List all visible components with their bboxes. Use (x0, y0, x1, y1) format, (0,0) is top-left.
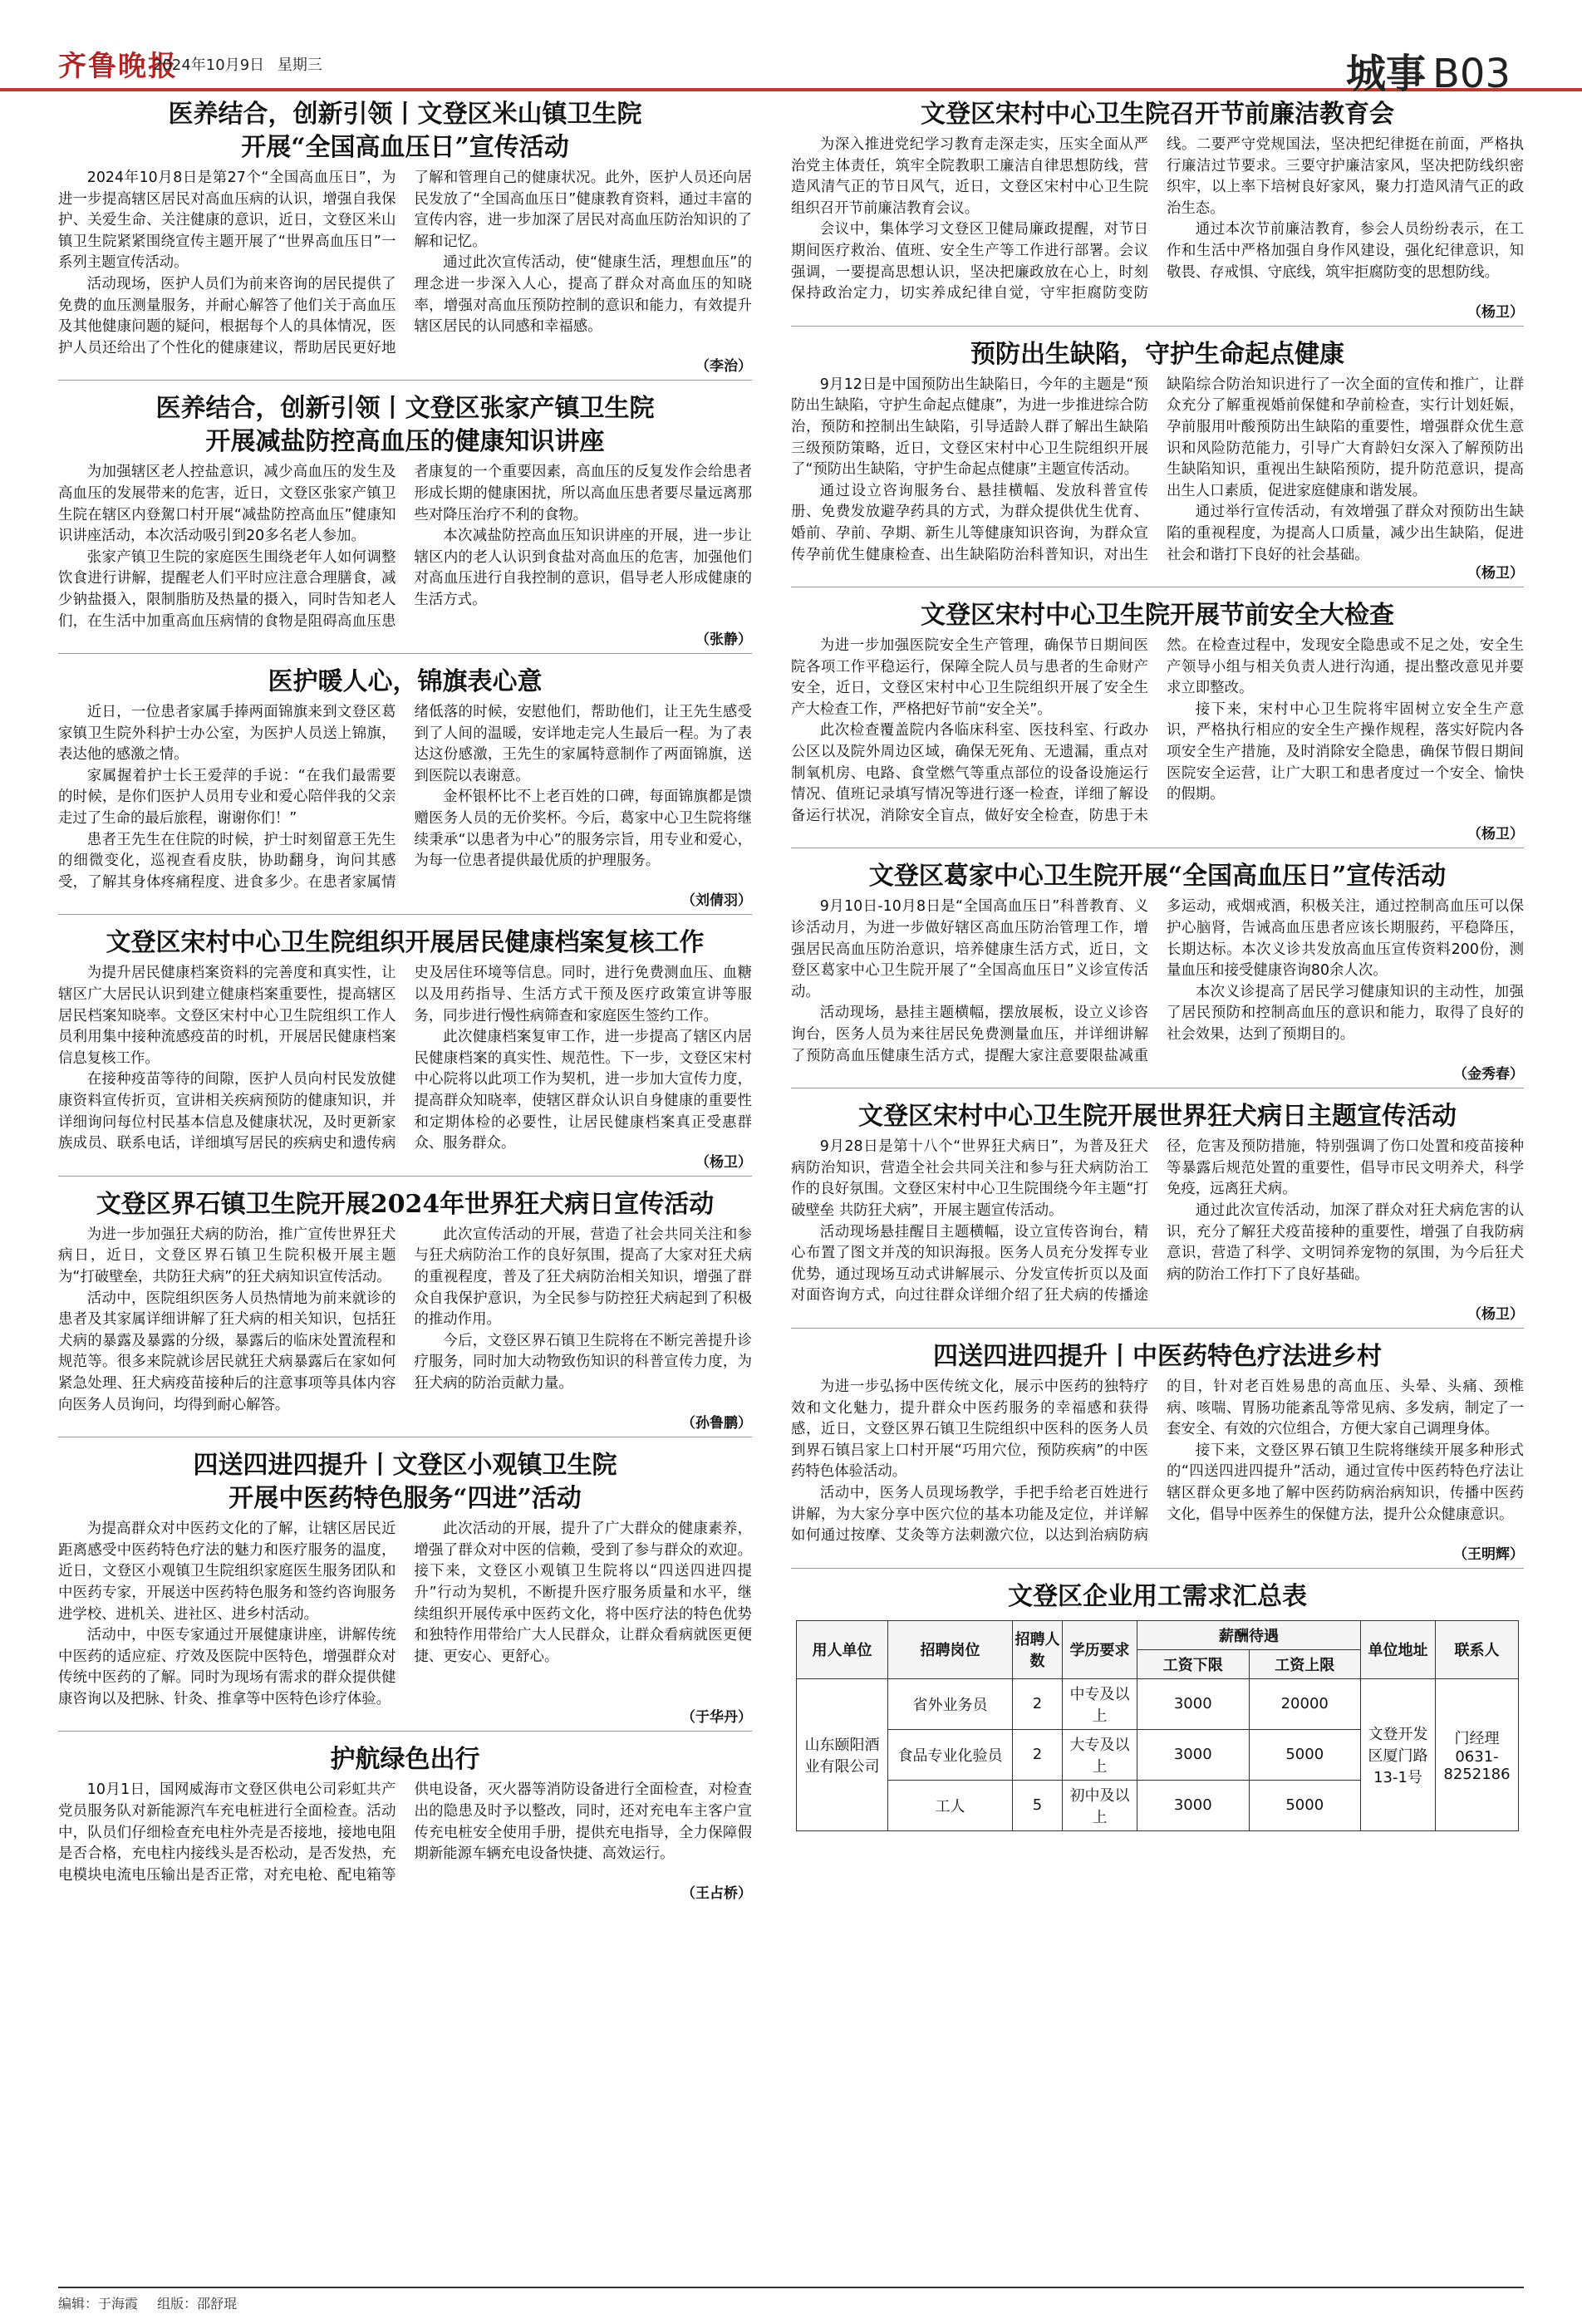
weekday-text: 星期三 (277, 57, 322, 74)
table-header-row (797, 1620, 1519, 1649)
paragraph: 活动现场，悬挂主题横幅，摆放展板，设立义诊咨询台，医务人员为来往居民免费测量血压，并详细讲解了预防高血压健康生活方式，提醒大家注意要限盐减重多运动，戒烟戒酒，积极关注，通过控制高血压可以保护心脑肾，告诫高血压患者应该长期服药，平稳降压，长期达标。本次义诊共发放高血压宣传资料200份，测量血压和接受健康咨询80余人次。 (791, 898, 1524, 1064)
paragraph: 活动现场悬挂醒目主题横幅，设立宣传咨询台，精心布置了图文并茂的知识海报。医务人员充分发挥专业优势，通过现场互动式讲解展示、分发宣传折页以及面对面咨询方式，向过往群众详细介绍了狂犬病的传播途径，危害及预防措施，特别强调了伤口处置和疫苗接种等暴露后规范处置的重要性，倡导市民文明养犬，科学免疫，远离狂犬病。 (791, 1138, 1524, 1304)
paragraph: 9月10日-10月8日是“全国高血压日”科普教育、义诊活动月，为进一步做好辖区高血压防治管理工作，增强居民高血压防治意识，培养健康生活方式，近日，文登区葛家中心卫生院开展了“全国高血压日”义诊宣传活动。 (791, 898, 1148, 1000)
paragraph: 为进一步加强狂犬病的防治，推广宣传世界狂犬病日，近日，文登区界石镇卫生院积极开展主题为“打破壁垒，共防狂犬病”的狂犬病知识宣传活动。 (58, 1226, 396, 1285)
table-cell: 工人 (888, 1780, 1013, 1830)
article-body (58, 168, 752, 359)
table-cell: 文登开发区厦门路13-1号 (1361, 1678, 1436, 1830)
article (58, 926, 752, 1176)
author-byline: （杨卫） (1467, 1305, 1524, 1323)
paragraph: 10月1日，国网威海市文登区供电公司彩虹共产党员服务队对新能源汽车充电桩进行全面检查。活动中，队员们仔细检查充电柱外壳是否接地，接地电阻是否合格，充电柱内接线头是否松动，是否发热，充电模块电流电压输出是否正常，对充电枪、配电箱等供电设备，灭火器等消防设备进行全面检查，对检查出的隐患及时予以整改，同时，还对充电车主客户宣传充电桩安全使用手册，提供充电指导，全力保障假期新能源车辆充电设备快捷、高效运行。 (58, 1781, 752, 1884)
table-cell: 3000 (1137, 1780, 1250, 1830)
paragraph: 近日，一位患者家属手捧两面锦旗来到文登区葛家镇卫生院外科护士办公室，为医护人员送上锦旗，表达他的感激之情。 (58, 704, 396, 764)
author-byline: （金秀春） (1453, 1066, 1524, 1083)
table-cell: 20000 (1249, 1678, 1361, 1729)
table-cell: 初中及以上 (1063, 1780, 1137, 1830)
table-cell: 3000 (1137, 1678, 1250, 1729)
paragraph: 为进一步弘扬中医传统文化，展示中医药的独特疗效和文化魅力，提升群众中医药服务的幸福感和获得感，近日，文登区界石镇卫生院组织中医科的医务人员到界石镇吕家上口村开展“巧用穴位，预防疾病”的中医药特色体验活动。 (791, 1378, 1148, 1481)
article-body (58, 702, 752, 893)
article-body (58, 462, 752, 632)
right-column (791, 98, 1524, 1831)
paragraph: 本次义诊提高了居民学习健康知识的主动性，加强了居民预防和控制高血压的意识和能力，取得了良好的社会效果，达到了预期目的。 (1167, 983, 1524, 1043)
table-cell: 5000 (1249, 1729, 1361, 1780)
article (791, 1340, 1524, 1569)
paragraph: 活动现场，医护人员们为前来咨询的居民提供了免费的血压测量服务，并耐心解答了他们关于高血压及其他健康问题的疑问，根据每个人的具体情况，医护人员还给出了个性化的健康建议，帮助居民更好地了解和管理自己的健康状况。此外，医护人员还向居民发放了“全国高血压日”健康教育资料，通过丰富的宣传内容，进一步加深了居民对高血压防治知识的了解和记忆。 (58, 170, 752, 356)
paragraph: 金杯银杯比不上老百姓的口碑，每面锦旗都是馈赠医务人员的无价奖杯。今后，葛家中心卫生院将继续秉承“以患者为中心”的服务宗旨，用专业和爱心，为每一位患者提供最优质的护理服务。 (414, 789, 752, 870)
paragraph: 为提高群众对中医药文化的了解，让辖区居民近距离感受中医药特色疗法的魅力和医疗服务的温度，近日，文登区小观镇卫生院组织家庭医生服务团队和中医药专家，开展送中医药特色服务和签约咨询服务进学校、进机关、进社区、进乡村活动。 (58, 1521, 396, 1623)
author-byline: （孙鲁鹏） (681, 1415, 752, 1432)
article-title: 四送四进四提升丨中医药特色疗法进乡村 (933, 1341, 1382, 1371)
table-cell: 山东颐阳酒业有限公司 (797, 1678, 888, 1830)
paragraph: 为提升居民健康档案资料的完善度和真实性，让辖区广大居民认识到建立健康档案重要性，提高辖区居民档案知晓率。文登区宋村中心卫生院组织工作人员利用集中接种流感疫苗的时机，开展居民健康档案信息复核工作。 (58, 965, 396, 1067)
paragraph: 本次减盐防控高血压知识讲座的开展，进一步让辖区内的老人认识到食盐对高血压的危害，加强他们对高血压进行自我控制的意识，倡导老人形成健康的生活方式。 (414, 528, 752, 608)
author-byline: （王占桥） (681, 1885, 752, 1903)
author-byline: （张静） (695, 631, 752, 649)
table-cell: 工资上限 (1249, 1649, 1361, 1678)
author-byline: （李治） (695, 358, 752, 376)
table-cell: 2 (1013, 1678, 1063, 1729)
paragraph: 活动中，中医专家通过开展健康讲座，讲解传统中医药的适应症、疗效及医院中医特色，增强群众对传统中医药的了解。同时为现场有需求的群众提供健康咨询以及把脉、针灸、推拿等中医特色诊疗体验。 (58, 1627, 396, 1707)
table-cell: 5000 (1249, 1780, 1361, 1830)
article (58, 1449, 752, 1732)
article-title: 文登区葛家中心卫生院开展“全国高血压日”宣传活动 (868, 862, 1447, 892)
paragraph: 此次活动的开展，提升了广大群众的健康素养，增强了群众对中医的信赖，受到了参与群众的欢迎。接下来，文登区小观镇卫生院将以“四送四进四提升”行动为契机，不断提升医疗服务质量和水平，继续组织开展传承中医药文化，将中医疗法的特色优势和独特作用带给广大人民群众，让群众看病就医更便捷、更安心、更舒心。 (414, 1521, 752, 1665)
footer (58, 2293, 252, 2312)
table-cell: 省外业务员 (888, 1678, 1013, 1729)
article-body (58, 1780, 752, 1886)
paragraph: 今后，文登区界石镇卫生院将在不断完善提升诊疗服务，同时加大动物致伤知识的科普宣传力度，为狂犬病的防治贡献力量。 (414, 1332, 752, 1392)
paragraph: 9月12日是中国预防出生缺陷日，今年的主题是“预防出生缺陷，守护生命起点健康”，为进一步推进综合防治，预防和控制出生缺陷，引导适龄人群了解出生缺陷三级预防策略，近日，文登区宋村中心卫生院组织开展了“预防出生缺陷，守护生命起点健康”主题宣传活动。 (791, 376, 1148, 479)
article-title: 医养结合，创新引领丨文登区张家产镇卫生院 (155, 394, 655, 424)
footer-rule (58, 2287, 1524, 2288)
paragraph: 此次健康档案复审工作，进一步提高了辖区内居民健康档案的真实性、规范性。下一步，文登区宋村中心院将以此项工作为契机，进一步加大宣传力度，提高群众知晓率，使辖区群众认识自身健康的重要性和定期体检的必要性，让居民健康档案真正受惠群众、服务群众。 (414, 1029, 752, 1152)
table-cell: 招聘岗位 (888, 1620, 1013, 1678)
article-title: 预防出生缺陷，守护生命起点健康 (970, 339, 1344, 369)
article-body (791, 1377, 1524, 1547)
table-cell: 薪酬待遇 (1137, 1620, 1361, 1649)
author-byline: （杨卫） (695, 1153, 752, 1171)
article (58, 666, 752, 915)
article-title: 开展减盐防控高血压的健康知识讲座 (205, 427, 605, 457)
paragraph: 张家产镇卫生院的家庭医生围绕老年人如何调整饮食进行讲解，提醒老人们平时应注意合理膳食，减少钠盐摄入，限制脂肪及热量的摄入，同时告知老人们，在生活中加重高血压病情的食物是阻碍高血压患者康复的一个重要因素，高血压的反复发作会给患者形成长期的健康困扰，所以高血压患者要尽量远离那些对降压治疗不利的食物。 (58, 464, 752, 630)
table-cell: 3000 (1137, 1729, 1250, 1780)
article-body (791, 1137, 1524, 1307)
table-cell: 用人单位 (797, 1620, 888, 1678)
article-body (791, 897, 1524, 1067)
date-text: 2024年10月9日 (153, 57, 265, 74)
article-title: 护航绿色出行 (330, 1745, 480, 1775)
paragraph: 通过举行宣传活动，有效增强了群众对预防出生缺陷的重视程度，为提高人口质量，减少出生缺陷，促进社会和谐打下良好的社会基础。 (1167, 504, 1524, 563)
article (58, 1743, 752, 1907)
left-column (58, 98, 752, 1919)
issue-date (153, 53, 322, 75)
section-name: 城事 (1345, 51, 1426, 97)
table-cell: 中专及以上 (1063, 1678, 1137, 1729)
newspaper-logo: 齐鲁晚报 (58, 50, 178, 83)
paragraph: 9月28日是第十八个“世界狂犬病日”，为普及狂犬病防治知识，营造全社会共同关注和参与狂犬病防治工作的良好氛围。文登区宋村中心卫生院围绕今年主题“打破壁垒 共防狂犬病”，开展主题宣传活动。 (791, 1138, 1148, 1219)
table-cell: 联系人 (1436, 1620, 1519, 1678)
paragraph: 为深入推进党纪学习教育走深走实，压实全面从严治党主体责任，筑牢全院教职工廉洁自律思想防线，营造风清气正的节日风气，近日，文登区宋村中心卫生院组织召开节前廉洁教育会议。 (791, 136, 1148, 217)
table-cell: 大专及以上 (1063, 1729, 1137, 1780)
article-title: 医护暖人心，锦旗表心意 (268, 667, 543, 697)
table-cell: 招聘人数 (1013, 1620, 1063, 1678)
article-body (791, 375, 1524, 566)
masthead (0, 0, 1582, 97)
article-title: 文登区宋村中心卫生院召开节前廉洁教育会 (921, 100, 1394, 129)
author-byline: （杨卫） (1467, 826, 1524, 843)
layout-credit: 组版：邵舒琨 (157, 2296, 238, 2312)
paragraph: 此次宣传活动的开展，营造了社会共同关注和参与狂犬病防治工作的良好氛围，提高了大家对狂犬病的重视程度，普及了狂犬病防治相关知识，增强了群众自我保护意识，为全民参与防控狂犬病起到了积极的推动作用。 (414, 1226, 752, 1329)
article-title: 开展“全国高血压日”宣传活动 (241, 133, 569, 162)
paragraph: 活动中，医务人员现场教学，手把手给老百姓进行讲解，为大家分享中医穴位的基本功能及定位，并详解如何通过按摩、艾灸等方法刺激穴位，以达到治病防病的目，针对老百姓易患的高血压、头晕、头痛、颈椎病、咳喘、胃肠功能紊乱等常见病、多发病，制定了一套安全、有效的穴位组合，方便大家自己调理身体。 (791, 1378, 1524, 1545)
job-table-section (791, 1580, 1524, 1831)
paragraph: 为加强辖区老人控盐意识，减少高血压的发生及高血压的发展带来的危害，近日，文登区张家产镇卫生院在辖区内登駕口村开展“减盐防控高血压”健康知识讲座活动，本次活动吸引到20多名老人参加。 (58, 464, 396, 545)
table-cell: 门经理0631-8252186 (1436, 1678, 1519, 1830)
article (58, 1188, 752, 1437)
article (791, 860, 1524, 1088)
article-title: 四送四进四提升丨文登区小观镇卫生院 (193, 1451, 617, 1481)
article-title: 医养结合，创新引领丨文登区米山镇卫生院 (168, 100, 642, 129)
article (791, 599, 1524, 848)
paragraph: 在接种疫苗等待的间隙，医护人员向村民发放健康资料宣传折页，宣讲相关疾病预防的健康知识，并详细询问每位村民基本信息及健康状况，及时更新家族成员、联系电话，详细填写居民的疾病史和遗传病史及居住环境等信息。同时，进行免费测血压、血糖以及用药指导、生活方式干预及医疗政策宣讲等服务，同步进行慢性病筛查和家庭医生签约工作。 (58, 965, 752, 1152)
table-cell: 学历要求 (1063, 1620, 1137, 1678)
paragraph: 通过此次宣传活动，使“健康生活，理想血压”的理念进一步深入人心，提高了群众对高血压的知晓率，增强对高血压预防控制的意识和能力，有效提升辖区居民的认同感和幸福感。 (414, 254, 752, 336)
table-cell: 食品专业化验员 (888, 1729, 1013, 1780)
paragraph: 为进一步加强医院安全生产管理，确保节日期间医院各项工作平稳运行，保障全院人员与患者的生命财产安全，近日，文登区宋村中心卫生院组织开展了安全生产大检查工作，严格把好节前“安全关”。 (791, 637, 1148, 718)
article (791, 1100, 1524, 1329)
paragraph: 接下来，文登区界石镇卫生院将继续开展多种形式的“四送四进四提升”活动，通过宣传中医药特色疗法让辖区群众更多地了解中医药防病治病知识，传播中医药文化，倡导中医养生的保健方法，提升公众健康意识。 (1167, 1442, 1524, 1523)
paragraph: 此次检查覆盖院内各临床科室、医技科室、行政办公区以及院外周边区域，确保无死角、无遗漏，重点对制氧机房、电路、食堂燃气等重点部位的设备设施运行情况、值班记录填写情况等进行逐一检查，详细了解设备运行状况，消除安全盲点，做好安全检查，防患于未然。在检查过程中，发现安全隐患或不足之处，安全生产领导小组与相关负责人进行沟通，提出整改意见并要求立即整改。 (791, 637, 1524, 824)
article (58, 392, 752, 654)
paragraph: 通过本次节前廉洁教育，参会人员纷纷表示，在工作和生活中严格加强自身作风建设，强化纪律意识，知敬畏、存戒惧、守底线，筑牢拒腐防变的思想防线。 (1167, 221, 1524, 281)
section-label (1346, 42, 1511, 99)
table-cell: 5 (1013, 1780, 1063, 1830)
job-table (796, 1620, 1519, 1831)
paragraph: 会议中，集体学习文登区卫健局廉政提醒，对节日期间医疗救治、值班、安全生产等工作进行部署。会议强调，一要提高思想认识，坚决把廉政放在心上，时刻保持政治定力，切实养成纪律自觉，守牢拒腐防变防线。二要严守党规国法，坚决把纪律挺在前面，严格执行廉洁过节要求。三要守护廉洁家风，坚决把防线织密织牢，以上率下培树良好家风，聚力打造风清气正的政治生态。 (791, 136, 1524, 302)
article-body (791, 636, 1524, 827)
article-title: 文登区宋村中心卫生院开展节前安全大检查 (921, 601, 1394, 631)
paragraph: 家属握着护士长王爱萍的手说：“在我们最需要的时候，是你们医护人员用专业和爱心陪伴我的父亲走过了生命的最后旅程，谢谢你们！” (58, 767, 396, 828)
editor-credit: 编辑：于海霞 (58, 2296, 139, 2312)
page-number: B03 (1432, 51, 1511, 97)
article (791, 98, 1524, 327)
article-title: 文登区界石镇卫生院开展2024年世界狂犬病日宣传活动 (96, 1189, 715, 1219)
paragraph: 活动中，医院组织医务人员热情地为前来就诊的患者及其家属详细讲解了狂犬病的相关知识，包括狂犬病的暴露及暴露的分级，暴露后的临床处置流程和规范等。很多来院就诊居民就狂犬病暴露后在家如何紧急处理、狂犬病疫苗接种后的注意事项等具体内容向医务人员询问，均得到耐心解答。 (58, 1290, 396, 1413)
paragraph: 患者王先生在住院的时候，护士时刻留意王先生的细微变化，巡视查看皮肤，协助翻身，询问其感受，了解其身体疼痛程度、进食多少。在患者家属情绪低落的时候，安慰他们，帮助他们，让王先生感受到了人间的温暖，安详地走完人生最后一程。为了表达这份感激，王先生的家属特意制作了两面锦旗，送到医院以表谢意。 (58, 704, 752, 891)
author-byline: （王明辉） (1453, 1545, 1524, 1563)
article (58, 98, 752, 381)
article-title: 文登区宋村中心卫生院开展世界狂犬病日主题宣传活动 (858, 1102, 1457, 1132)
article-body (791, 135, 1524, 305)
article-title: 文登区宋村中心卫生院组织开展居民健康档案复核工作 (106, 928, 705, 958)
author-byline: （于华丹） (681, 1709, 752, 1727)
table-cell: 单位地址 (1361, 1620, 1436, 1678)
paragraph: 通过设立咨询服务台、悬挂横幅、发放科普宣传册、免费发放避孕药具的方式，为群众提供优生优育、婚前、孕前、孕期、新生儿等健康知识咨询，为群众宣传孕前优生健康检查、出生缺陷防治科普知识，对出生缺陷综合防治知识进行了一次全面的宣传和推广，让群众充分了解重视婚前保健和孕前检查，实行计划妊娠，孕前服用叶酸预防出生缺陷的重要性，增强群众优生意识和风险防范能力，引导广大育龄妇女深入了解预防出生缺陷知识，重视出生缺陷预防，提升防范意识，提高出生人口素质，促进家庭健康和谐发展。 (791, 376, 1524, 563)
table-cell: 工资下限 (1137, 1649, 1250, 1678)
table-cell: 2 (1013, 1729, 1063, 1780)
author-byline: （杨卫） (1467, 303, 1524, 321)
author-byline: （杨卫） (1467, 565, 1524, 582)
paragraph: 2024年10月8日是第27个“全国高血压日”，为进一步提高辖区居民对高血压病的认识，增强自我保护、关爱生命、关注健康的意识，近日，文登区米山镇卫生院紧紧围绕宣传主题开展了“世界高血压日”一系列主题宣传活动。 (58, 170, 396, 272)
article-body (58, 963, 752, 1154)
job-table-title: 文登区企业用工需求汇总表 (1008, 1581, 1307, 1611)
article-body (58, 1519, 752, 1710)
paragraph: 接下来，宋村中心卫生院将牢固树立安全生产意识，严格执行相应的安全生产操作规程，落实好院内各项安全生产措施，及时消除安全隐患，确保节假日期间医院安全运营，让广大职工和患者度过一个安全、愉快的假期。 (1167, 700, 1524, 803)
article-body (58, 1225, 752, 1416)
article (791, 338, 1524, 587)
author-byline: （刘倩羽） (681, 892, 752, 910)
table-row (797, 1678, 1519, 1729)
article-title: 开展中医药特色服务“四进”活动 (228, 1484, 582, 1514)
paragraph: 通过此次宣传活动，加深了群众对狂犬病危害的认识，充分了解狂犬疫苗接种的重要性，增强了自我防病意识，营造了科学、文明饲养宠物的氛围，为今后狂犬病的防治工作打下了良好基础。 (1167, 1201, 1524, 1283)
